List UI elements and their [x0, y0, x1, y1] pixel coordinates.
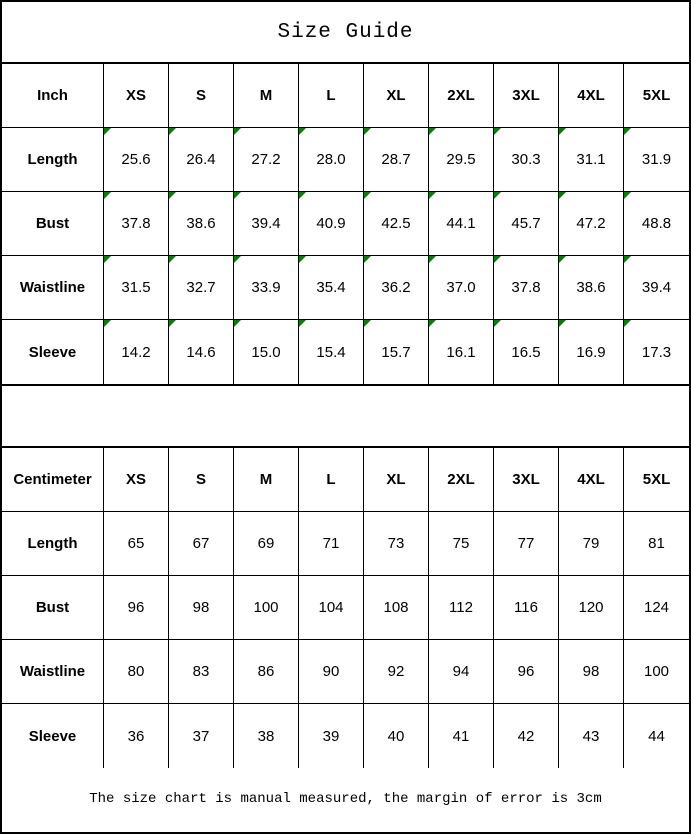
- value-cell: 98: [559, 640, 624, 704]
- size-header-cell: 2XL: [429, 448, 494, 512]
- cell-marker-icon: [169, 128, 176, 135]
- cell-marker-icon: [104, 128, 111, 135]
- row-label-cell: Bust: [2, 576, 104, 640]
- size-header-cell: M: [234, 64, 299, 128]
- value-cell: 37: [169, 704, 234, 768]
- value-cell: 48.8: [624, 192, 689, 256]
- cell-marker-icon: [299, 128, 306, 135]
- cell-marker-icon: [624, 320, 631, 327]
- value-cell: 16.1: [429, 320, 494, 384]
- cell-marker-icon: [494, 128, 501, 135]
- cell-marker-icon: [169, 320, 176, 327]
- value-cell: 75: [429, 512, 494, 576]
- size-header-cell: 3XL: [494, 64, 559, 128]
- cell-marker-icon: [364, 320, 371, 327]
- value-cell: 14.2: [104, 320, 169, 384]
- cell-marker-icon: [169, 192, 176, 199]
- footer-row: [2, 768, 689, 830]
- size-header-cell: XL: [364, 448, 429, 512]
- value-cell: 44.1: [429, 192, 494, 256]
- size-header-cell: 5XL: [624, 448, 689, 512]
- value-cell: 90: [299, 640, 364, 704]
- value-cell: 39: [299, 704, 364, 768]
- inch-size-table: [2, 64, 689, 386]
- value-cell: 96: [104, 576, 169, 640]
- value-cell: 92: [364, 640, 429, 704]
- cell-marker-icon: [429, 320, 436, 327]
- value-cell: 28.7: [364, 128, 429, 192]
- unit-header-cell: Inch: [2, 64, 104, 128]
- size-header-cell: 3XL: [494, 448, 559, 512]
- value-cell: 29.5: [429, 128, 494, 192]
- cell-marker-icon: [559, 256, 566, 263]
- cell-marker-icon: [624, 256, 631, 263]
- value-cell: 116: [494, 576, 559, 640]
- value-cell: 100: [624, 640, 689, 704]
- cell-marker-icon: [494, 256, 501, 263]
- cell-marker-icon: [624, 192, 631, 199]
- value-cell: 81: [624, 512, 689, 576]
- cell-marker-icon: [429, 256, 436, 263]
- value-cell: 77: [494, 512, 559, 576]
- value-cell: 25.6: [104, 128, 169, 192]
- value-cell: 65: [104, 512, 169, 576]
- value-cell: 31.5: [104, 256, 169, 320]
- cell-marker-icon: [104, 192, 111, 199]
- value-cell: 14.6: [169, 320, 234, 384]
- cell-marker-icon: [364, 256, 371, 263]
- value-cell: 37.8: [104, 192, 169, 256]
- cell-marker-icon: [559, 320, 566, 327]
- value-cell: 36.2: [364, 256, 429, 320]
- value-cell: 100: [234, 576, 299, 640]
- value-cell: 33.9: [234, 256, 299, 320]
- value-cell: 108: [364, 576, 429, 640]
- value-cell: 40: [364, 704, 429, 768]
- cell-marker-icon: [104, 320, 111, 327]
- value-cell: 17.3: [624, 320, 689, 384]
- row-label-cell: Sleeve: [2, 320, 104, 384]
- cell-marker-icon: [559, 192, 566, 199]
- size-header-cell: XS: [104, 448, 169, 512]
- value-cell: 36: [104, 704, 169, 768]
- value-cell: 38.6: [169, 192, 234, 256]
- size-header-cell: L: [299, 64, 364, 128]
- size-header-cell: XS: [104, 64, 169, 128]
- value-cell: 27.2: [234, 128, 299, 192]
- value-cell: 39.4: [624, 256, 689, 320]
- cell-marker-icon: [299, 256, 306, 263]
- cell-marker-icon: [299, 320, 306, 327]
- value-cell: 38.6: [559, 256, 624, 320]
- cell-marker-icon: [364, 128, 371, 135]
- value-cell: 31.9: [624, 128, 689, 192]
- cell-marker-icon: [429, 192, 436, 199]
- value-cell: 80: [104, 640, 169, 704]
- value-cell: 37.0: [429, 256, 494, 320]
- value-cell: 28.0: [299, 128, 364, 192]
- value-cell: 15.7: [364, 320, 429, 384]
- value-cell: 83: [169, 640, 234, 704]
- cell-marker-icon: [494, 320, 501, 327]
- value-cell: 120: [559, 576, 624, 640]
- size-header-cell: M: [234, 448, 299, 512]
- value-cell: 96: [494, 640, 559, 704]
- value-cell: 112: [429, 576, 494, 640]
- title-row: [2, 2, 689, 64]
- value-cell: 16.9: [559, 320, 624, 384]
- row-label-cell: Bust: [2, 192, 104, 256]
- size-header-cell: 4XL: [559, 64, 624, 128]
- size-header-cell: S: [169, 64, 234, 128]
- value-cell: 38: [234, 704, 299, 768]
- size-header-cell: L: [299, 448, 364, 512]
- value-cell: 15.4: [299, 320, 364, 384]
- cell-marker-icon: [364, 192, 371, 199]
- cell-marker-icon: [234, 192, 241, 199]
- cell-marker-icon: [429, 128, 436, 135]
- row-label-cell: Waistline: [2, 256, 104, 320]
- value-cell: 47.2: [559, 192, 624, 256]
- cell-marker-icon: [559, 128, 566, 135]
- value-cell: 43: [559, 704, 624, 768]
- value-cell: 42.5: [364, 192, 429, 256]
- value-cell: 79: [559, 512, 624, 576]
- cell-marker-icon: [104, 256, 111, 263]
- size-header-cell: 5XL: [624, 64, 689, 128]
- value-cell: 71: [299, 512, 364, 576]
- cell-marker-icon: [299, 192, 306, 199]
- cell-marker-icon: [234, 320, 241, 327]
- value-cell: 98: [169, 576, 234, 640]
- value-cell: 67: [169, 512, 234, 576]
- value-cell: 26.4: [169, 128, 234, 192]
- row-label-cell: Length: [2, 512, 104, 576]
- centimeter-size-table: [2, 448, 689, 768]
- value-cell: 86: [234, 640, 299, 704]
- value-cell: 69: [234, 512, 299, 576]
- row-label-cell: Length: [2, 128, 104, 192]
- value-cell: 32.7: [169, 256, 234, 320]
- cell-marker-icon: [234, 128, 241, 135]
- cell-marker-icon: [494, 192, 501, 199]
- page-title: Size Guide: [277, 20, 414, 44]
- value-cell: 44: [648, 727, 665, 745]
- row-label-cell: Waistline: [2, 640, 104, 704]
- cell-marker-icon: [169, 256, 176, 263]
- spacer-row: [2, 386, 689, 448]
- value-cell: 124: [624, 576, 689, 640]
- value-cell: 15.0: [234, 320, 299, 384]
- value-cell: 31.1: [559, 128, 624, 192]
- value-cell: 45.7: [494, 192, 559, 256]
- footer-note: The size chart is manual measured, the margin of error is 3cm: [89, 791, 602, 807]
- value-cell: 39.4: [234, 192, 299, 256]
- value-cell: 73: [364, 512, 429, 576]
- size-header-cell: 2XL: [429, 64, 494, 128]
- value-cell: 94: [429, 640, 494, 704]
- value-cell: 35.4: [299, 256, 364, 320]
- value-cell: 37.8: [494, 256, 559, 320]
- cell-marker-icon: [624, 128, 631, 135]
- size-header-cell: XL: [364, 64, 429, 128]
- value-cell: 42: [494, 704, 559, 768]
- size-header-cell: S: [169, 448, 234, 512]
- unit-header-cell: Centimeter: [2, 448, 104, 512]
- row-label-cell: Sleeve: [2, 704, 104, 768]
- value-cell: 104: [299, 576, 364, 640]
- value-cell: 16.5: [494, 320, 559, 384]
- value-cell: 40.9: [299, 192, 364, 256]
- value-cell: 30.3: [494, 128, 559, 192]
- size-header-cell: 4XL: [559, 448, 624, 512]
- cell-marker-icon: [234, 256, 241, 263]
- value-cell: 41: [429, 704, 494, 768]
